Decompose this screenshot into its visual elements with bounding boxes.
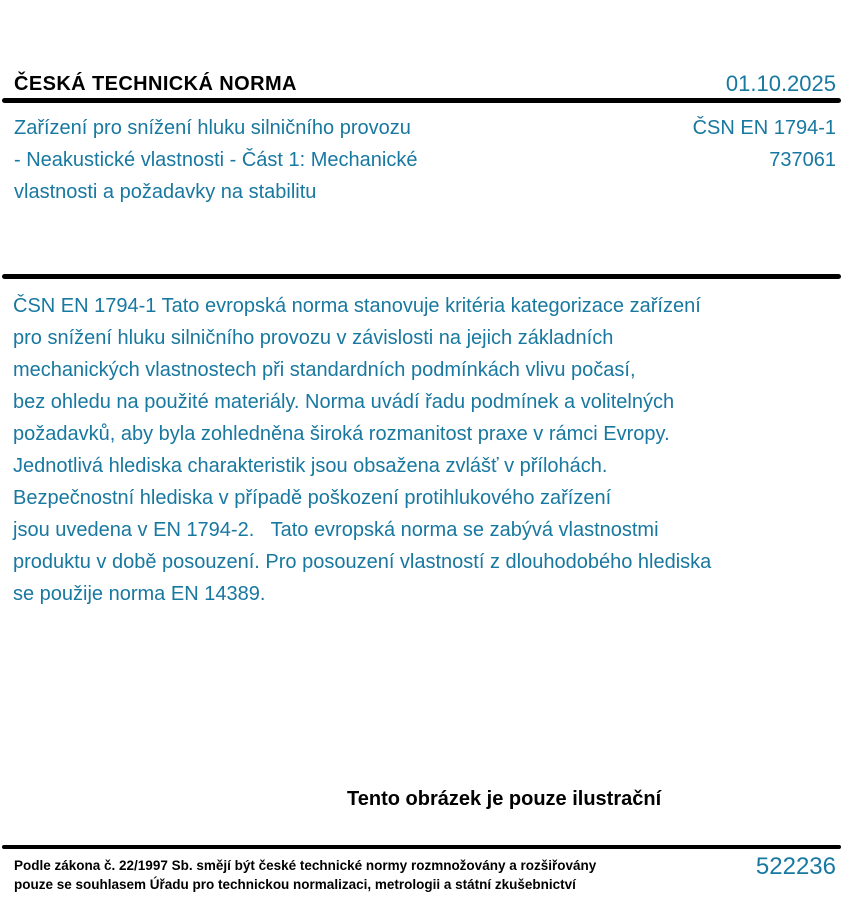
norm-title-line: vlastnosti a požadavky na stabilitu [14, 181, 317, 203]
footer-divider-rule [2, 845, 841, 849]
abstract-line: bez ohledu na použité materiály. Norma uvádí řadu podmínek a volitelných [13, 391, 675, 413]
abstract-divider-rule [2, 274, 841, 279]
header-divider-rule [2, 98, 841, 103]
footer-legal-line: Podle zákona č. 22/1997 Sb. smějí být české technické normy rozmnožovány a rozšiřovány [14, 858, 597, 873]
footer-legal-notice [14, 857, 596, 894]
norm-title [14, 112, 418, 208]
abstract-line: Jednotlivá hlediska charakteristik jsou obsažena zvlášť v přílohách. [13, 455, 608, 477]
abstract-line: požadavků, aby byla zohledněna široká rozmanitost praxe v rámci Evropy. [13, 423, 670, 445]
norm-class-number: 737061 [769, 149, 836, 171]
illustration-disclaimer: Tento obrázek je pouze ilustrační [347, 788, 662, 810]
norm-title-line: Zařízení pro snížení hluku silničního provozu [14, 117, 411, 139]
abstract-line: ČSN EN 1794-1 Tato evropská norma stanovuje kritéria kategorizace zařízení [13, 295, 701, 317]
norm-identifiers [693, 112, 836, 176]
issue-date: 01.10.2025 [725, 71, 836, 96]
abstract-line: Bezpečnostní hlediska v případě poškození protihlukového zařízení [13, 487, 612, 509]
abstract-line: se použije norma EN 14389. [13, 583, 266, 605]
abstract-line: produktu v době posouzení. Pro posouzení vlastností z dlouhodobého hlediska [13, 551, 712, 573]
abstract-line: pro snížení hluku silničního provozu v závislosti na jejich základních [13, 327, 614, 349]
footer-legal-line: pouze se souhlasem Úřadu pro technickou normalizaci, metrologii a státní zkušebnictví [14, 876, 576, 892]
abstract-line: mechanických vlastnostech při standardních podmínkách vlivu počasí, [13, 359, 636, 381]
catalog-number: 522236 [755, 853, 836, 880]
page-title: ČESKÁ TECHNICKÁ NORMA [14, 73, 297, 95]
abstract-line: jsou uvedena v EN 1794-2. Tato evropská norma se zabývá vlastnostmi [13, 519, 659, 541]
norm-designation: ČSN EN 1794-1 [692, 117, 836, 139]
norm-abstract [13, 290, 711, 610]
norm-title-line: - Neakustické vlastnosti - Část 1: Mechanické [14, 149, 418, 171]
